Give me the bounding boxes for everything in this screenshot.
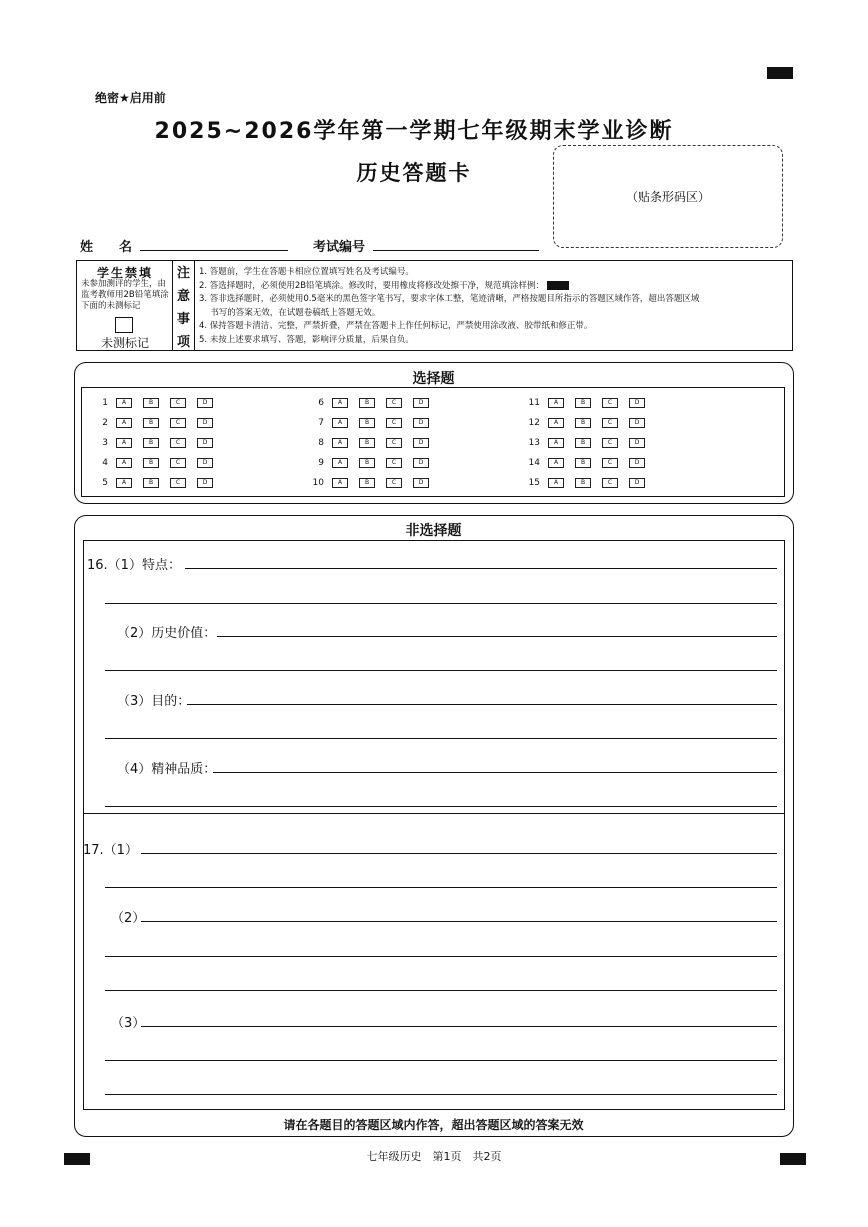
option-bubble-b[interactable]: B bbox=[359, 438, 375, 448]
notice-list bbox=[199, 266, 789, 348]
option-bubble-a[interactable]: A bbox=[332, 478, 348, 488]
q16-part1-label: 16.（1）特点： bbox=[87, 558, 181, 573]
option-bubble-d[interactable]: D bbox=[629, 458, 645, 468]
notice-heading bbox=[173, 261, 195, 350]
choice-question-15 bbox=[518, 476, 656, 490]
answer-line[interactable] bbox=[105, 887, 777, 888]
question-number: 14 bbox=[528, 458, 540, 468]
registration-mark-top-right bbox=[767, 67, 793, 79]
choice-question-7 bbox=[302, 416, 440, 430]
option-bubble-b[interactable]: B bbox=[143, 458, 159, 468]
answer-line[interactable] bbox=[105, 603, 777, 604]
exam-id-field[interactable] bbox=[373, 236, 539, 251]
forbidden-section bbox=[77, 261, 173, 350]
answer-line[interactable] bbox=[141, 921, 777, 922]
option-bubble-b[interactable]: B bbox=[359, 478, 375, 488]
option-bubble-a[interactable]: A bbox=[332, 398, 348, 408]
option-bubble-a[interactable]: A bbox=[116, 418, 132, 428]
option-bubble-b[interactable]: B bbox=[359, 398, 375, 408]
option-bubble-b[interactable]: B bbox=[575, 438, 591, 448]
question-number: 6 bbox=[318, 398, 324, 408]
option-bubble-a[interactable]: A bbox=[548, 458, 564, 468]
option-bubble-a[interactable]: A bbox=[116, 478, 132, 488]
q16-part3-label: （3）目的： bbox=[117, 694, 191, 709]
option-bubble-a[interactable]: A bbox=[116, 458, 132, 468]
page-title: 2025~2026学年第一学期七年级期末学业诊断 bbox=[154, 119, 674, 144]
barcode-label: （贴条形码区） bbox=[625, 190, 710, 204]
forbidden-text: 未参加测评的学生，由监考教师用2B铅笔填涂下面的未测标记 bbox=[81, 279, 169, 311]
question-number: 3 bbox=[102, 438, 108, 448]
option-bubble-c[interactable]: C bbox=[170, 418, 186, 428]
notice-head-char: 意 bbox=[176, 289, 190, 304]
absent-mark-box[interactable] bbox=[115, 317, 133, 333]
option-bubble-a[interactable]: A bbox=[332, 418, 348, 428]
q17-part2-label: （2） bbox=[111, 911, 146, 926]
option-bubble-c[interactable]: C bbox=[170, 438, 186, 448]
option-bubble-b[interactable]: B bbox=[143, 478, 159, 488]
option-bubble-b[interactable]: B bbox=[143, 418, 159, 428]
fill-sample-mark bbox=[547, 281, 569, 290]
option-bubble-c[interactable]: C bbox=[602, 458, 618, 468]
question-divider bbox=[83, 813, 785, 814]
choice-question-12 bbox=[518, 416, 656, 430]
option-bubble-a[interactable]: A bbox=[116, 398, 132, 408]
choice-question-14 bbox=[518, 456, 656, 470]
option-bubble-d[interactable]: D bbox=[413, 438, 429, 448]
option-bubble-d[interactable]: D bbox=[197, 438, 213, 448]
option-bubble-a[interactable]: A bbox=[548, 478, 564, 488]
question-number: 2 bbox=[102, 418, 108, 428]
option-bubble-d[interactable]: D bbox=[197, 418, 213, 428]
choice-question-13 bbox=[518, 436, 656, 450]
notice-item bbox=[199, 280, 789, 294]
answer-line[interactable] bbox=[217, 636, 777, 637]
option-bubble-c[interactable]: C bbox=[386, 458, 402, 468]
option-bubble-a[interactable]: A bbox=[548, 418, 564, 428]
option-bubble-b[interactable]: B bbox=[143, 398, 159, 408]
question-number: 8 bbox=[318, 438, 324, 448]
name-field[interactable] bbox=[140, 236, 288, 251]
option-bubble-d[interactable]: D bbox=[629, 438, 645, 448]
question-number: 10 bbox=[312, 478, 324, 488]
option-bubble-d[interactable]: D bbox=[629, 398, 645, 408]
option-bubble-b[interactable]: B bbox=[575, 458, 591, 468]
question-number: 4 bbox=[102, 458, 108, 468]
choice-question-2 bbox=[86, 416, 224, 430]
option-bubble-d[interactable]: D bbox=[413, 458, 429, 468]
question-number: 15 bbox=[528, 478, 540, 488]
notice-item: 书写的答案无效，在试题卷稿纸上答题无效。 bbox=[199, 307, 381, 318]
option-bubble-d[interactable]: D bbox=[197, 398, 213, 408]
option-bubble-d[interactable]: D bbox=[629, 478, 645, 488]
option-bubble-c[interactable]: C bbox=[386, 418, 402, 428]
notice-item: 4. 保持答题卡清洁、完整，严禁折叠，严禁在答题卡上作任何标记，严禁使用涂改液、胶带纸和修正带。 bbox=[199, 321, 593, 332]
barcode-area bbox=[553, 145, 783, 248]
question-number: 9 bbox=[318, 458, 324, 468]
option-bubble-c[interactable]: C bbox=[602, 478, 618, 488]
notice-item: 1. 答题前，学生在答题卡相应位置填写姓名及考试编号。 bbox=[199, 267, 414, 277]
option-bubble-b[interactable]: B bbox=[143, 438, 159, 448]
secret-label: 绝密★启用前 bbox=[95, 91, 166, 105]
page-subtitle: 历史答题卡 bbox=[356, 161, 472, 185]
option-bubble-a[interactable]: A bbox=[116, 438, 132, 448]
choice-section bbox=[74, 362, 794, 504]
option-bubble-b[interactable]: B bbox=[575, 418, 591, 428]
notice-head-char: 事 bbox=[176, 312, 190, 327]
question-number: 11 bbox=[528, 398, 540, 408]
option-bubble-c[interactable]: C bbox=[386, 438, 402, 448]
option-bubble-a[interactable]: A bbox=[548, 438, 564, 448]
answer-line[interactable] bbox=[105, 1094, 777, 1095]
answer-line[interactable] bbox=[141, 1026, 777, 1027]
nonchoice-section bbox=[74, 515, 794, 1137]
option-bubble-a[interactable]: A bbox=[332, 438, 348, 448]
option-bubble-d[interactable]: D bbox=[197, 458, 213, 468]
nonchoice-title: 非选择题 bbox=[405, 523, 462, 539]
choice-question-9 bbox=[302, 456, 440, 470]
answer-line[interactable] bbox=[187, 704, 777, 705]
choice-question-5 bbox=[86, 476, 224, 490]
option-bubble-a[interactable]: A bbox=[332, 458, 348, 468]
choice-question-10 bbox=[302, 476, 440, 490]
option-bubble-c[interactable]: C bbox=[386, 478, 402, 488]
choice-question-4 bbox=[86, 456, 224, 470]
choice-question-1 bbox=[86, 396, 224, 410]
answer-line[interactable] bbox=[213, 772, 777, 773]
question-number: 7 bbox=[318, 418, 324, 428]
answer-line[interactable] bbox=[105, 990, 777, 991]
question-number: 5 bbox=[102, 478, 108, 488]
option-bubble-d[interactable]: D bbox=[413, 418, 429, 428]
answer-line[interactable] bbox=[105, 1060, 777, 1061]
option-bubble-d[interactable]: D bbox=[413, 478, 429, 488]
choice-grid bbox=[81, 387, 785, 497]
option-bubble-b[interactable]: B bbox=[575, 398, 591, 408]
option-bubble-c[interactable]: C bbox=[602, 398, 618, 408]
question-number: 12 bbox=[528, 418, 540, 428]
option-bubble-d[interactable]: D bbox=[629, 418, 645, 428]
choice-question-8 bbox=[302, 436, 440, 450]
option-bubble-c[interactable]: C bbox=[170, 398, 186, 408]
answer-line[interactable] bbox=[185, 568, 777, 569]
option-bubble-c[interactable]: C bbox=[602, 438, 618, 448]
option-bubble-b[interactable]: B bbox=[359, 418, 375, 428]
choice-question-3 bbox=[86, 436, 224, 450]
q16-part2-label: （2）历史价值： bbox=[117, 626, 217, 641]
option-bubble-c[interactable]: C bbox=[170, 478, 186, 488]
q17-part3-label: （3） bbox=[111, 1016, 146, 1031]
absent-mark-label: 未测标记 bbox=[100, 336, 149, 350]
notice-item: 5. 未按上述要求填写、答题，影响评分质量，后果自负。 bbox=[199, 334, 414, 345]
choice-title: 选择题 bbox=[412, 371, 455, 387]
option-bubble-c[interactable]: C bbox=[602, 418, 618, 428]
page-footer: 七年级历史 第1页 共2页 bbox=[366, 1150, 502, 1163]
notice-head-char: 项 bbox=[176, 335, 190, 350]
option-bubble-a[interactable]: A bbox=[548, 398, 564, 408]
instructions-box bbox=[76, 260, 793, 351]
notice-head-char: 注 bbox=[176, 266, 190, 281]
answer-line[interactable] bbox=[105, 738, 777, 739]
forbidden-title: 学生禁填 bbox=[96, 266, 153, 280]
question-number: 13 bbox=[528, 438, 540, 448]
answer-line[interactable] bbox=[105, 670, 777, 671]
answer-line[interactable] bbox=[141, 853, 777, 854]
option-bubble-b[interactable]: B bbox=[575, 478, 591, 488]
answer-area-warning: 请在各题目的答题区域内作答，超出答题区域的答案无效 bbox=[283, 1118, 584, 1132]
name-label: 姓 名 bbox=[80, 240, 133, 255]
exam-id-label: 考试编号 bbox=[313, 240, 366, 255]
choice-question-11 bbox=[518, 396, 656, 410]
answer-line[interactable] bbox=[105, 806, 777, 807]
q16-part4-label: （4）精神品质： bbox=[117, 762, 217, 777]
choice-question-6 bbox=[302, 396, 440, 410]
option-bubble-c[interactable]: C bbox=[170, 458, 186, 468]
option-bubble-d[interactable]: D bbox=[197, 478, 213, 488]
q17-part1-label: 17.（1） bbox=[83, 843, 138, 858]
option-bubble-d[interactable]: D bbox=[413, 398, 429, 408]
answer-line[interactable] bbox=[105, 956, 777, 957]
option-bubble-c[interactable]: C bbox=[386, 398, 402, 408]
question-number: 1 bbox=[102, 398, 108, 408]
notice-item: 3. 答非选择题时，必须使用0.5毫米的黑色签字笔书写，要求字体工整，笔迹清晰，严格按题目所指示的答题区域作答，超出答题区域 bbox=[199, 294, 700, 305]
notice-item-text: 2. 答选择题时，必须使用2B铅笔填涂。修改时，要用橡皮将修改处擦干净，规范填涂样例： bbox=[199, 280, 545, 291]
option-bubble-b[interactable]: B bbox=[359, 458, 375, 468]
